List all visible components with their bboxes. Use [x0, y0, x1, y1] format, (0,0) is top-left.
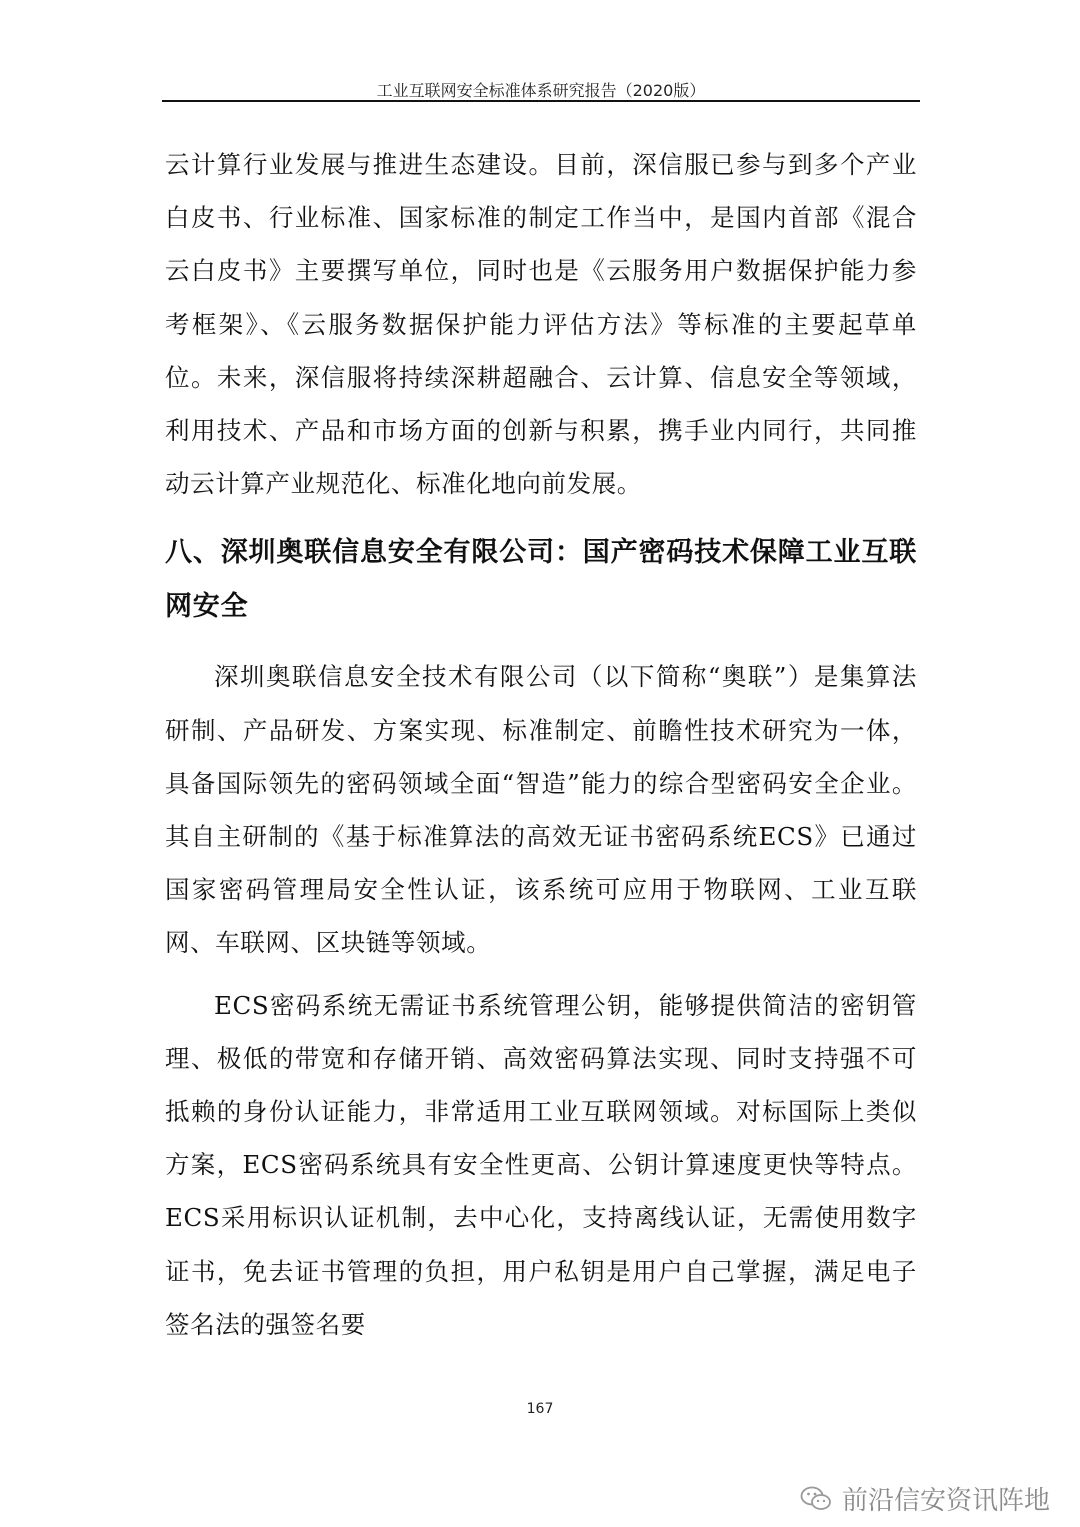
watermark-text: 前沿信安资讯阵地 [841, 1486, 1050, 1516]
page-number: 167 [526, 1401, 554, 1417]
header-rule [162, 100, 920, 102]
paragraph-continued: 云计算行业发展与推进生态建设。目前，深信服已参与到多个产业白皮书、行业标准、国家标准的制定工作当中，是国内首部《混合云白皮书》主要撰写单位，同时也是《云服务用户数据保护能力参考框架》、《云服务数据保护能力评估方法》等标准的主要起草单位。未来，深信服将持续深耕超融合、云计算、信息安全等领域，利用技术、产品和市场方面的创新与积累，携手业内同行，共同推动云计算产业规范化、标准化地向前发展。 [165, 150, 917, 499]
section-heading: 八、深圳奥联信息安全有限公司：国产密码技术保障工业互联网安全 [165, 537, 917, 623]
section-paragraph-1: 深圳奥联信息安全技术有限公司（以下简称“奥联”）是集算法研制、产品研发、方案实现、标准制定、前瞻性技术研究为一体，具备国际领先的密码领域全面“智造”能力的综合型密码安全企业。其自主研制的《基于标准算法的高效无证书密码系统ECS》已通过国家密码管理局安全性认证，该系统可应用于物联网、工业互联网、车联网、区块链等领域。 [165, 662, 917, 958]
section-paragraph-2: ECS密码系统无需证书系统管理公钥，能够提供简洁的密钥管理、极低的带宽和存储开销、高效密码算法实现、同时支持强不可抵赖的身份认证能力，非常适用工业互联网领域。对标国际上类似方案，ECS密码系统具有安全性更高、公钥计算速度更快等特点。ECS采用标识认证机制，去中心化，支持离线认证，无需使用数字证书，免去证书管理的负担，用户私钥是用户自己掌握，满足电子签名法的强签名要 [165, 990, 917, 1339]
wechat-icon [800, 1485, 832, 1513]
page-content [165, 138, 917, 1351]
watermark [800, 1480, 1050, 1517]
running-header: 工业互联网安全标准体系研究报告（2020版） [376, 81, 706, 100]
